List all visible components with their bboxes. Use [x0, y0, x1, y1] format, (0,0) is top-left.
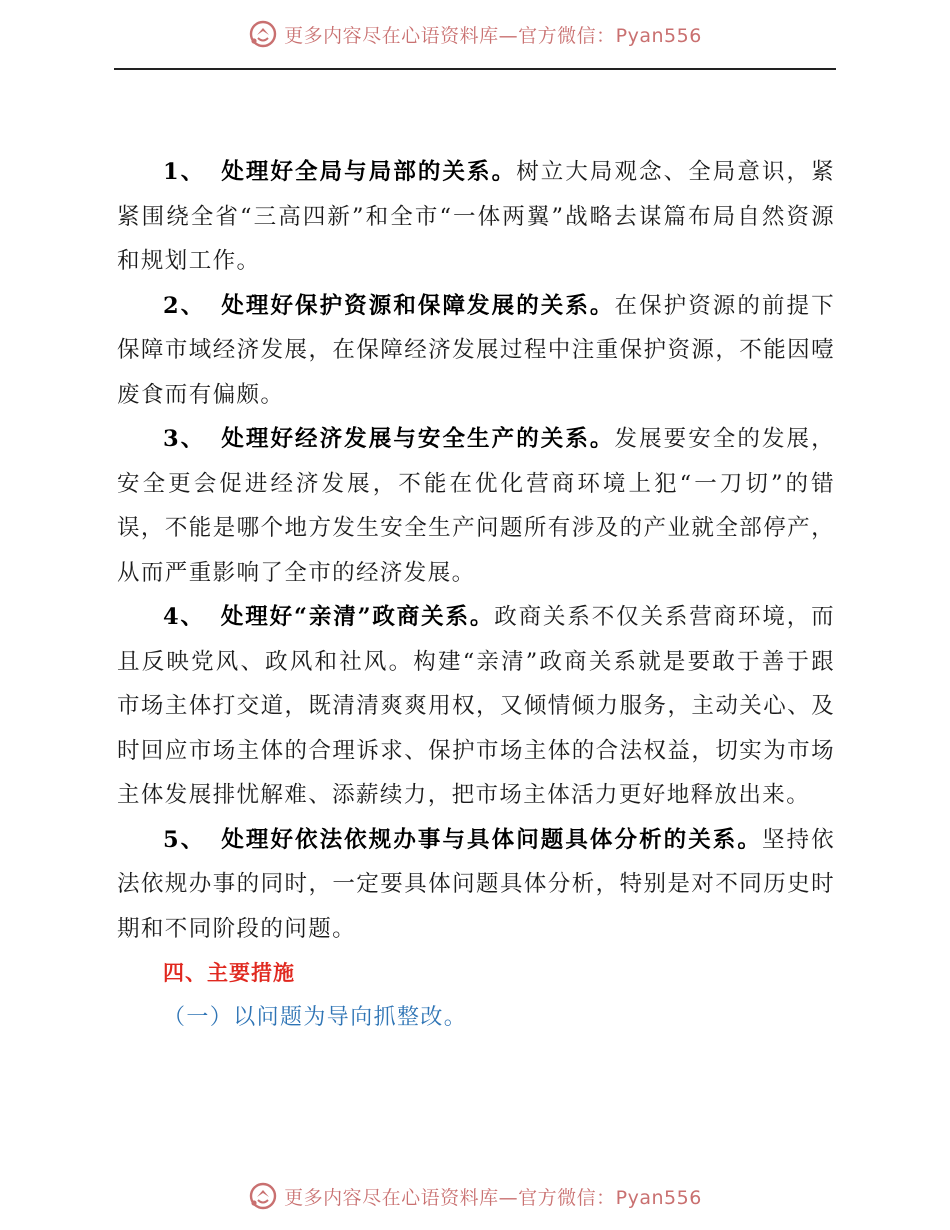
list-item: [117, 417, 835, 595]
item-body: 在保护资源的前提下保障市域经济发展，在保障经济发展过程中注重保护资源，不能因噎废食而有偏颇。: [117, 292, 835, 408]
brand-logo-icon: [248, 19, 278, 49]
brand-logo-icon: [248, 1181, 278, 1211]
sub-heading: （一）以问题为导向抓整改。: [163, 1004, 468, 1030]
item-lead: 处理好经济发展与安全生产的关系。: [221, 426, 615, 452]
item-body: 发展要安全的发展，安全更会促进经济发展，不能在优化营商环境上犯“一刀切”的错误，不能是哪个地方发生安全生产问题所有涉及的产业就全部停产，从而严重影响了全市的经济发展。: [117, 426, 835, 586]
item-lead: 处理好全局与局部的关系。: [221, 159, 517, 185]
header-divider: [114, 68, 836, 70]
item-lead: 处理好“亲清”政商关系。: [220, 604, 495, 630]
item-number: 3、: [163, 426, 206, 452]
item-body: 政商关系不仅关系营商环境，而且反映党风、政风和社风。构建“亲清”政商关系就是要敢于善于跟市场主体打交道，既清清爽爽用权，又倾情倾力服务，主动关心、及时回应市场主体的合理诉求、保护市场主体的合法权益，切实为市场主体发展排忧解难、添薪续力，把市场主体活力更好地释放出来。: [117, 604, 835, 808]
list-item: [117, 284, 835, 418]
item-number: 5、: [163, 826, 206, 853]
page-footer: [0, 1176, 950, 1216]
item-body: 坚持依法依规办事的同时，一定要具体问题具体分析，特别是对不同历史时期和不同阶段的问题。: [117, 826, 835, 942]
section-heading: 四、主要措施: [163, 961, 295, 985]
item-body: 树立大局观念、全局意识，紧紧围绕全省“三高四新”和全市“一体两翼”战略去谋篇布局自然资源和规划工作。: [117, 159, 835, 274]
document-body: [117, 150, 835, 1040]
item-number: 2、: [163, 292, 206, 319]
footer-brand-text: 更多内容尽在心语资料库—官方微信：Pyan556: [284, 1186, 702, 1209]
item-number: 4、: [163, 604, 205, 630]
list-item: [117, 150, 835, 284]
item-lead: 处理好依法依规办事与具体问题具体分析的关系。: [221, 826, 762, 853]
header-brand-text: 更多内容尽在心语资料库—官方微信：Pyan556: [284, 24, 702, 47]
item-number: 1、: [163, 159, 206, 185]
page-header: [0, 14, 950, 54]
list-item: [117, 595, 835, 818]
list-item: [117, 818, 835, 952]
item-lead: 处理好保护资源和保障发展的关系。: [221, 292, 615, 319]
